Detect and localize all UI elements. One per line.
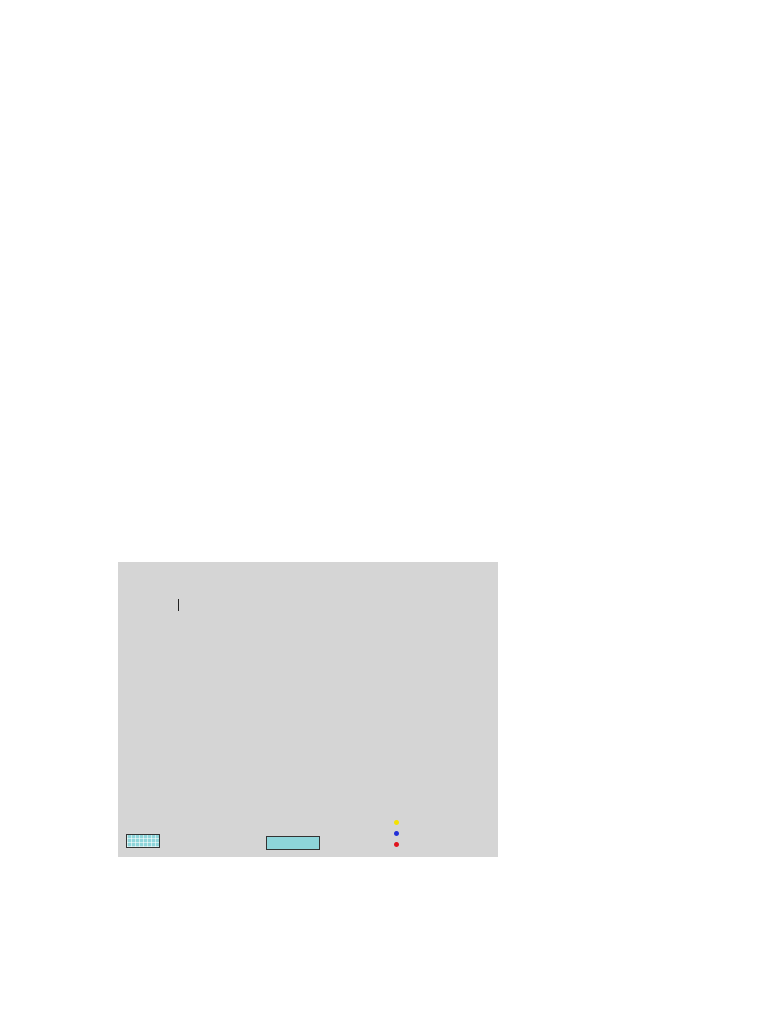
periodic-table-figure: [118, 562, 498, 857]
red-dot-icon: [394, 842, 399, 847]
legend-ancients: [394, 840, 402, 849]
blue-dot-icon: [394, 831, 399, 836]
legend-known-swatch: [266, 836, 320, 850]
legend-lanthanide: [394, 818, 402, 827]
yellow-dot-icon: [394, 820, 399, 825]
group-i-marker: [178, 599, 179, 611]
legend-triads-swatch: [126, 834, 160, 848]
legend-actinide: [394, 829, 402, 838]
